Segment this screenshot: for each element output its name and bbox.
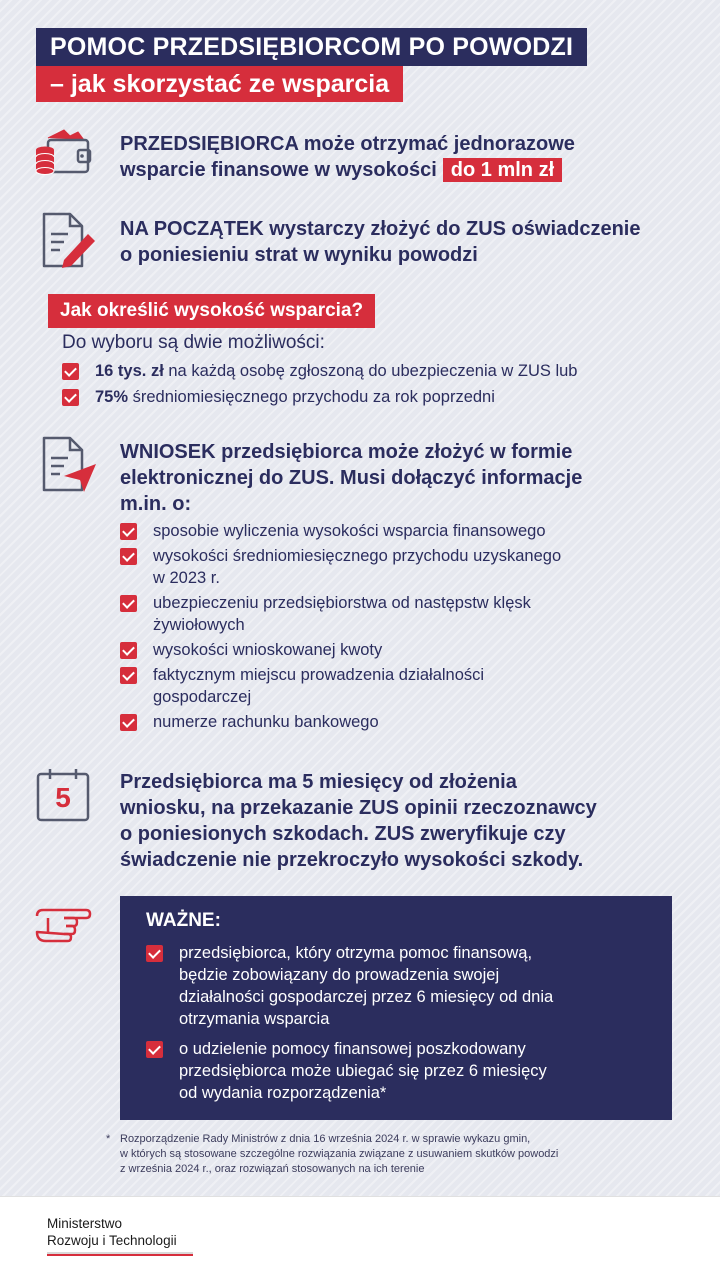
calendar-icon [36,768,92,824]
footnote: * Rozporządzenie Rady Ministrów z dnia 16 września 2024 r. w sprawie wykazu gmin, w których są stosowane szczególne rozwiązania związane z usuwaniem skutków powodzi z września 2024 r., oraz rozwiązań stosowanych na ich terenie [106,1133,559,1175]
section1-text: PRZEDSIĘBIORCA może otrzymać jednorazowe wsparcie finansowe w wysokości do 1 mln zł [120,133,575,181]
checkbox-icon [146,1041,163,1058]
checkbox-icon [146,945,163,962]
list-item: wysokości wnioskowanej kwoty [120,639,680,661]
list-item: przedsiębiorca, który otrzyma pomoc finansową, będzie zobowiązany do prowadzenia swojej działalności gospodarczej przez 6 miesięcy od dnia otrzymania wsparcia [146,942,646,1030]
document-pen-icon [40,212,96,268]
checkbox-icon [120,714,137,731]
calendar-number: 5 [55,782,71,813]
checkbox-icon [120,595,137,612]
money-wallet-icon [34,128,90,184]
important-heading: WAŻNE: [146,910,221,931]
document-send-icon [40,436,96,492]
list-item: 75% średniomiesięcznego przychodu za rok poprzedni [62,386,682,408]
support-amount-heading: Jak określić wysokość wsparcia? [48,294,375,328]
checkbox-icon [120,523,137,540]
list-item: numerze rachunku bankowego [120,711,680,733]
flag-stripe-icon [47,1252,193,1256]
options-list [62,360,682,408]
section4-text: WNIOSEK przedsiębiorca może złożyć w formie elektronicznej do ZUS. Musi dołączyć informacje m.in. o: [120,441,583,515]
list-item: o udzielenie pomocy finansowej poszkodowany przedsiębiorca może ubiegać się przez 6 miesięcy od wydania rozporządzenia* [146,1038,646,1104]
pointing-hand-icon [34,904,94,944]
section2-text: NA POCZĄTEK wystarczy złożyć do ZUS oświadczenie o poniesieniu strat w wyniku powodzi [120,218,641,266]
list-item: ubezpieczeniu przedsiębiorstwa od następstw klęsk żywiołowych [120,592,680,636]
required-info-list [120,520,680,736]
list-item: sposobie wyliczenia wysokości wsparcia finansowego [120,520,680,542]
checkbox-icon [120,667,137,684]
list-item: 16 tys. zł na każdą osobę zgłoszoną do ubezpieczenia w ZUS lub [62,360,682,382]
list-item: faktycznym miejscu prowadzenia działalności gospodarczej [120,664,680,708]
important-box [120,896,672,1120]
section5-text: Przedsiębiorca ma 5 miesięcy od złożenia wniosku, na przekazanie ZUS opinii rzeczoznawcy o poniesionych szkodach. ZUS zweryfikuje czy świadczenie nie przekroczyło wysokości szkody. [120,771,597,871]
checkbox-icon [62,363,79,380]
options-intro: Do wyboru są dwie możliwości: [62,332,325,353]
amount-highlight: do 1 mln zł [443,158,562,182]
checkbox-icon [120,642,137,659]
ministry-logo: Ministerstwo Rozwoju i Technologii [47,1216,177,1248]
page-subtitle: – jak skorzystać ze wsparcia [36,66,403,102]
checkbox-icon [120,548,137,565]
list-item: wysokości średniomiesięcznego przychodu uzyskanego w 2023 r. [120,545,680,589]
checkbox-icon [62,389,79,406]
page-title: POMOC PRZEDSIĘBIORCOM PO POWODZI [36,28,587,66]
footer [0,1196,720,1280]
